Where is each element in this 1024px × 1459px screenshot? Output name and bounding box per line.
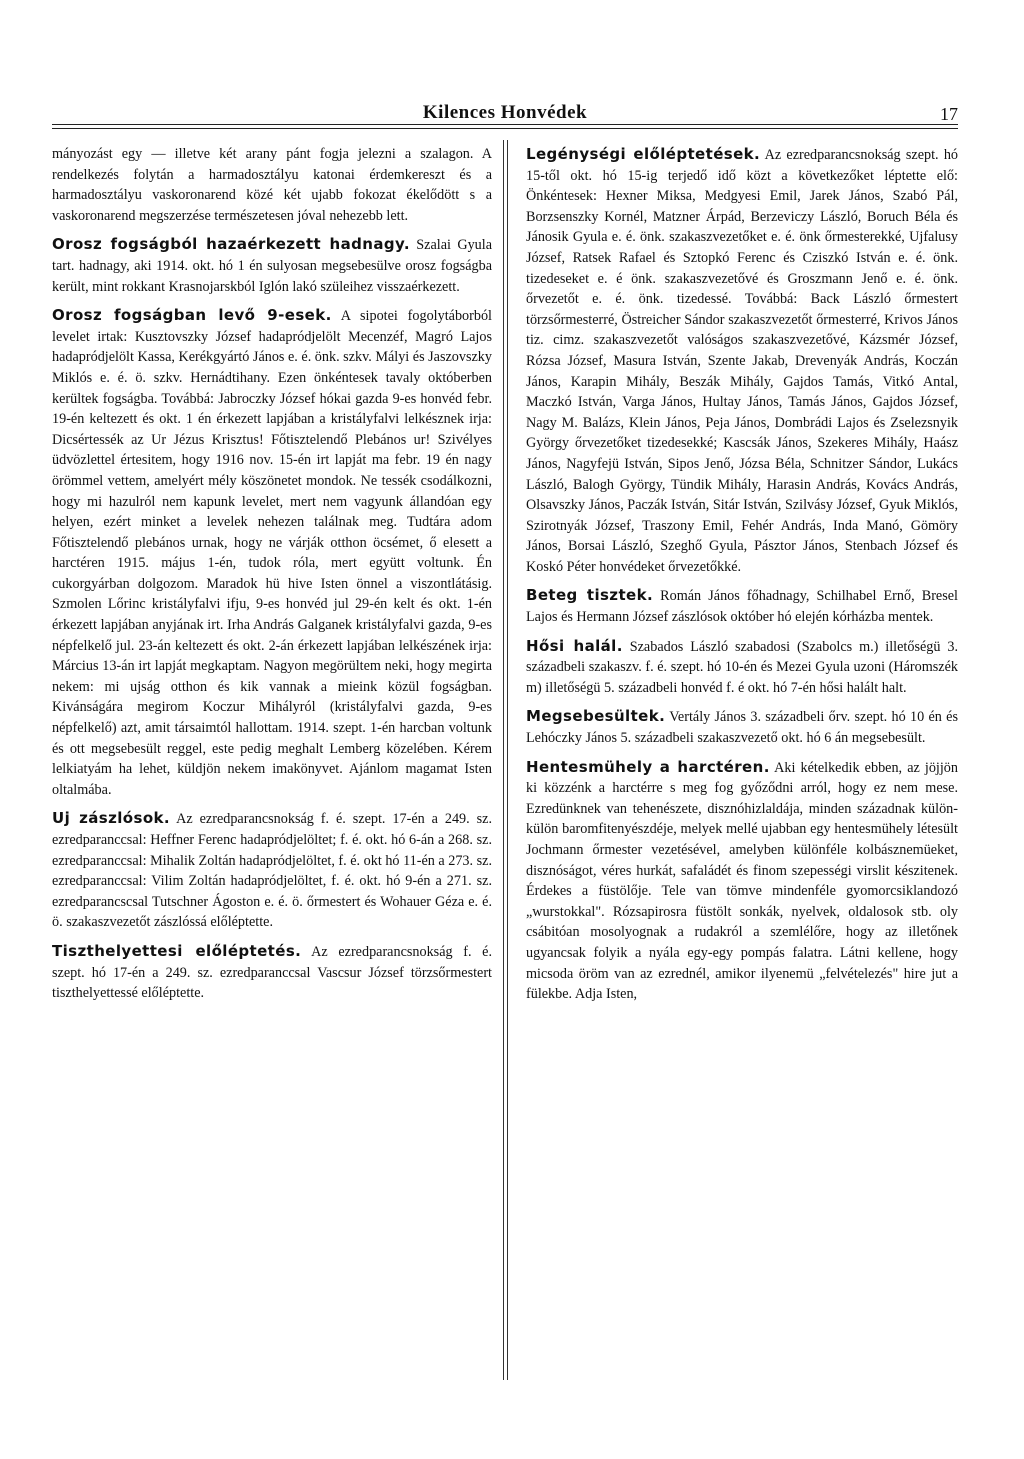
paragraph	[52, 234, 492, 297]
section-heading: Legénységi előléptetések.	[526, 145, 761, 163]
header-rule	[52, 124, 958, 125]
section-heading: Megsebesültek.	[526, 707, 666, 726]
paragraph-text: Román János főhadnagy, Schilhabel Ernő, Bresel Lajos és Hermann József zászlósok október hó elején kórházba mentek.	[526, 588, 958, 626]
paragraph	[526, 757, 958, 1005]
paragraph	[526, 636, 958, 699]
paragraph	[526, 144, 958, 577]
section-heading: Orosz fogságban levő 9-esek.	[52, 306, 332, 325]
right-column	[526, 144, 958, 1005]
journal-title: Kilences Honvédek	[422, 102, 588, 123]
paragraph-text: Szabados László szabadosi (Szabolcs m.) illetőségü 3. századbeli szakaszv. f. é. szept. hó 10-én és Mezei Gyula uzoni (Háromszék m) illetőségü 5. századbeli honvéd f. é okt. hó 7-én hősi halált halt.	[526, 638, 958, 696]
paragraph	[526, 706, 958, 748]
paragraph-text: mányozást egy — illetve két arany pánt fogja jelezni a szalagon. A rendelkezés folytán a harmadosztályu katonai érdemkereszt és a harmadosztályu vaskoronarend közé két ujabb fokozat ékelődött s a vaskoronarend megszerzése természetesen jóval nehezebb lett.	[52, 146, 492, 224]
paragraph	[52, 808, 492, 933]
paragraph-text: Szalai Gyula tart. hadnagy, aki 1914. okt. hó 1 én sulyosan megsebesülve orosz fogságba került, mint rokkant Krasnojarskból Iglón lakó szüleihez visszaérkezett.	[52, 237, 492, 295]
section-heading: Hentesmühely a harctéren.	[526, 757, 770, 776]
section-heading: Orosz fogságból hazaérkezett hadnagy.	[52, 235, 410, 254]
section-heading: Hősi halál.	[526, 636, 623, 655]
column-divider	[503, 140, 504, 1380]
paragraph	[52, 305, 492, 800]
paragraph-text: Az ezredparancsnokság f. é. szept. hó 17-én a 249. sz. ezredparanccsal Vascsur József törzsőrmestert tiszthelyettessé előléptette.	[52, 943, 493, 1002]
paragraph	[52, 144, 492, 226]
section-heading: Uj zászlósok.	[52, 809, 170, 828]
paragraph-text: Aki kételkedik ebben, az jöjjön ki közzénk a harctérre s meg fog győződni arról, hogy ez nem mese. Ezredünknek van tehenészete, disznóhizlaldája, minden századnak külön-külön baromfitenyészdéje, melyek mellé ujabban egy hentesmühely létesült Jochmann őrmester vezetésével, amelyben különféle kolbásznemüeket, disznóságot, véres hurkát, safaládét és finom szepességi virslit készitenek. Érdekes a füstölője. Tele van tömve mindenféle gyomorcsiklandozó „wurstokkal". Rózsapirosra füstölt sonkák, nyelvek, oldalosok stb. oly csábitóan mosolyognak a rudakról a szemlélőre, hogy az illetőnek ugyancsak folyik a nyála egy-egy pompás falatra. Látni kellene, hogy micsoda öröm van az ezrednél, amikor ilyenemü „felvételezés" hire jut a fülekbe. Adja Isten,	[526, 759, 958, 1003]
paragraph-text: Az ezredparancsnokság szept. hó 15-től okt. hó 15-ig terjedő idő közt a következőket léptette elő: Önkéntesek: Hexner Miksa, Medgyesi Emil, Jarek János, Szabó Pál, Borzsenszky Kornél, Matzner Árpád, Berzeviczy László, Boruch Béla és Jánosik Gyula e. é. önk. szakaszvezetőket e. é. önk őrmesterekké, Ujfalusy József, Ratsek Rafael és Sztopkó Ferenc és Cziszkó István e. é. önk. tizedeseket e. é önk. szakaszvezetővé és Groszmann Jenő e. é. önk. őrvezetőt e. é. önk. tizedessé. Továbbá: Back László őrmestert törzsőrmesterré, Östreicher Sándor szakaszvezetőt őrmesterré, Krivos János tiz. cimz. szakaszvezetőt valóságos szakaszvezetővé, Kázsmér József, Rózsa József, Masura István, Szente Jakab, Drevenyák András, Koczán János, Karapin Mihály, Beszák Mihály, Gajdos Tamás, Vitkó Antal, Maczkó István, Varga János, Hultay János, Tamás János, Gajdos József, Nagy M. Balázs, Klein János, Peja János, Dombrádi Lajos és Zselezsnyik György őrvezetőket tizedesekké; Kascsák János, Szekeres Mihály, Haász János, Nagyfejü István, Sipos Jenő, Józsa Béla, Schnitzer Sándor, Lukács László, Balogh György, Tündik Mihály, Harasin András, Kovács András, Olsavszky János, Paczák István, Sitár István, Szilvásy József, Gyuk Miklós, Szirotnyák József, Traszony Emil, Fehér András, Inda Manó, Gömöry János, Borsai László, Szeghő Gyula, Pásztor János, Stenbach József és Koskó Péter honvédeket őrvezetőkké.	[526, 147, 959, 575]
paragraph-text: Az ezredparancsnokság f. é. szept. 17-én a 249. sz. ezredparanccsal: Heffner Ferenc hadapródjelöltet; f. é. okt. hó 6-án a 268. sz. ezredparanccsal: Mihalik Zoltán hadapródjelöltet, f. é. okt hó 11-én a 273. sz. ezredparanccsal: Vilim Zoltán hadapródjelöltet, f. é. okt. hó 9-én a 271. sz. ezredparancscsal Tutschner Ágoston e. é. ö. őrmestert és Wohauer Géza e. é. ö. szakaszvezetőt zászlóssá előléptette.	[52, 811, 492, 931]
section-heading: Beteg tisztek.	[526, 586, 654, 605]
paragraph-text: A sipotei fogolytáborból levelet irtak: Kusztovszky József hadapródjelölt Mecenzéf, Magró Lajos hadapródjelölt Kassa, Kerékgyártó János e. é. önk. szkv. Mályi és Jaszovszky Miklós e. é. ö. szkv. Hernádtihany. Ezen önkéntesek tavaly októberben kerültek fogságba. Továbbá: Jabroczky József hókai gazda 9-es honvéd febr. 19-én keltezett és okt. 1 én érkezett lapjában a kristályfalvi lelkésznek irja: Dicsértessék az Ur Jézus Krisztus! Főtisztelendő Plebános ur! Szivélyes üdvözlettel értesitem, hogy 1916 nov. 15-én irt lapját ma febr. 19 én nagy örömmel vettem, amelyért mély köszönetet mondok. Ne tessék csodálkozni, hogy mi hazulról nem kapunk levelet, mert nem vagyunk állandóan egy helyen, ezért minket a levelek nehezen találnak meg. Tudtára adom Főtisztelendő plebános urnak, hogy ne várják otthon öcsémet, ő elesett a harctéren 1915. május 1-én, tudok róla, mert együtt voltunk. Én cukorgyárban dolgozom. Maradok hü hive Isten önnel a viszontlátásig. Szmolen Lőrinc kristályfalvi ifju, 9-es honvéd jul 29-én kelt és okt. 1-én érkezett lapjában anyjának irt. Irha András Galganek kristályfalvi gazda, 9-es népfelkelő jul. 23-án keltezett és okt. 2-án érkezett lapjában lelkészének irja: Március 13-án irt lapját megkaptam. Nagyon megörültem neki, hogy megirta nekem: mi ujság otthon és kik vannak a mieink közül fogságban. Kivánságára megirom Koczur Mihályról (kristályfalvi gazda, 9-es népfelkelő) azt, amit társaimtól hallottam. 1914. szept. 1-én harcban voltunk és ott megsebesült reggel, este pedig meghalt Lemberg közelében. Kérem lelkiatyám ha lehet, küldjön nekem imakönyvet. Ajánlom magamat Isten oltalmába.	[52, 308, 493, 798]
left-column	[52, 144, 492, 1004]
column-divider	[507, 140, 508, 1380]
paragraph	[526, 585, 958, 627]
paragraph-text: Vertály János 3. századbeli őrv. szept. hó 10 én és Lehóczky János 5. századbeli szakaszvezető okt. hó 6 án megsebesült.	[526, 709, 958, 747]
page-number: 17	[940, 104, 958, 124]
header-rule	[52, 128, 958, 129]
section-heading: Tiszthelyettesi előléptetés.	[52, 941, 302, 960]
paragraph	[52, 941, 492, 1004]
